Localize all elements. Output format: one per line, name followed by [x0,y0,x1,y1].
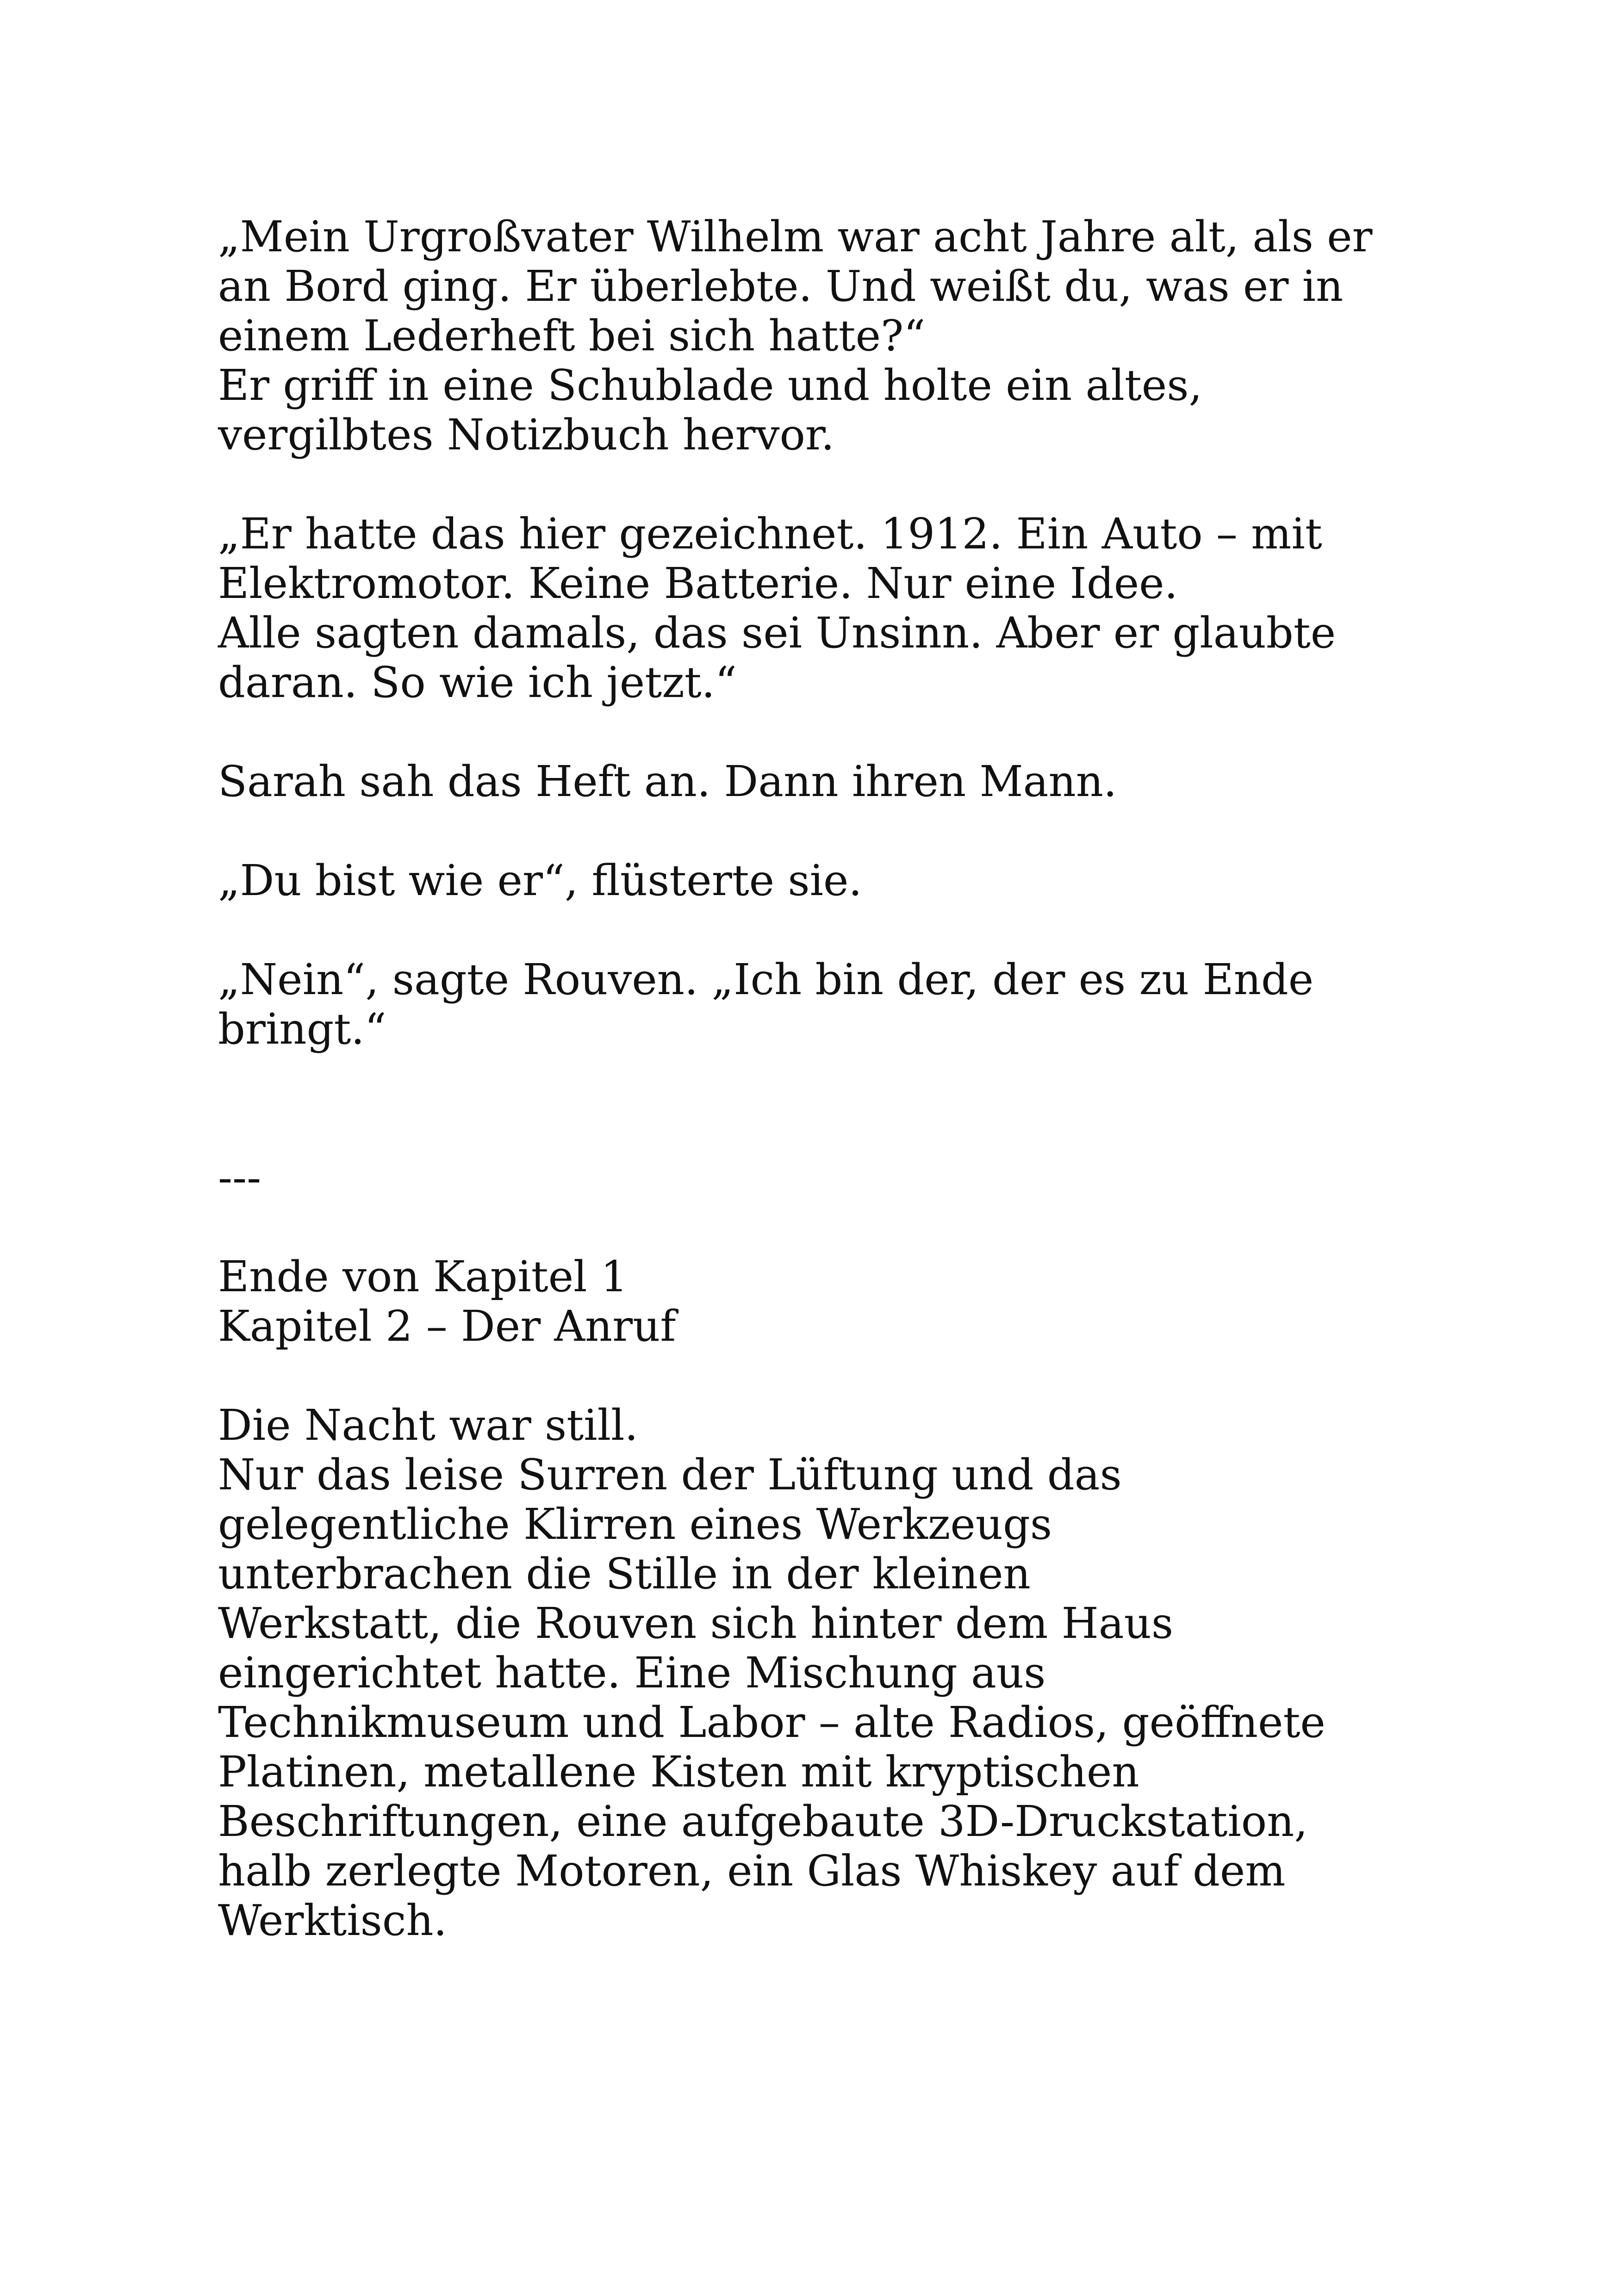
paragraph-4 [218,856,1421,905]
text-line: Die Nacht war still. [218,1400,638,1450]
paragraph-3 [218,757,1421,806]
paragraph-1 [218,212,1421,460]
text-line: an Bord ging. Er überlebte. Und weißt du, was er in [218,261,1344,311]
text-line: unterbrachen die Stille in der kleinen [218,1549,1031,1599]
text-line: Sarah sah das Heft an. Dann ihren Mann. [218,757,1117,806]
text-line: „Du bist wie er“, flüsterte sie. [218,856,862,905]
text-line: Elektromotor. Keine Batterie. Nur eine Idee. [218,559,1178,608]
text-line: „Er hatte das hier gezeichnet. 1912. Ein Auto – mit [218,509,1322,559]
text-line: Platinen, metallene Kisten mit kryptischen [218,1747,1139,1797]
text-line: einem Lederheft bei sich hatte?“ [218,311,926,361]
paragraph-6 [218,1400,1421,1945]
text-line: Alle sagten damals, das sei Unsinn. Aber er glaubte [218,608,1336,658]
text-line: eingerichtet hatte. Eine Mischung aus [218,1648,1046,1698]
paragraph-2 [218,509,1421,707]
text-line: daran. So wie ich jetzt.“ [218,658,737,707]
text-line: Werktisch. [218,1896,447,1945]
text-line: vergilbtes Notizbuch hervor. [218,410,834,460]
text-line: gelegentliche Klirren eines Werkzeugs [218,1500,1052,1549]
chapter-heading: Kapitel 2 – Der Anruf [218,1301,676,1351]
text-line: „Nein“, sagte Rouven. „Ich bin der, der es zu Ende [218,955,1314,1004]
document-body [218,212,1421,1945]
text-line: bringt.“ [218,1004,386,1054]
text-line: halb zerlegte Motoren, ein Glas Whiskey auf dem [218,1846,1286,1896]
text-line: „Mein Urgroßvater Wilhelm war acht Jahre alt, als er [218,212,1373,261]
text-line: Beschriftungen, eine aufgebaute 3D-Druckstation, [218,1797,1308,1846]
text-line: Nur das leise Surren der Lüftung und das [218,1450,1122,1500]
text-line: Werkstatt, die Rouven sich hinter dem Haus [218,1599,1174,1648]
text-line: Technikmuseum und Labor – alte Radios, geöffnete [218,1698,1326,1747]
text-line: Er griff in eine Schublade und holte ein altes, [218,361,1202,410]
paragraph-5 [218,955,1421,1054]
section-separator: --- [218,1153,261,1202]
chapter-end-label: Ende von Kapitel 1 [218,1252,628,1301]
